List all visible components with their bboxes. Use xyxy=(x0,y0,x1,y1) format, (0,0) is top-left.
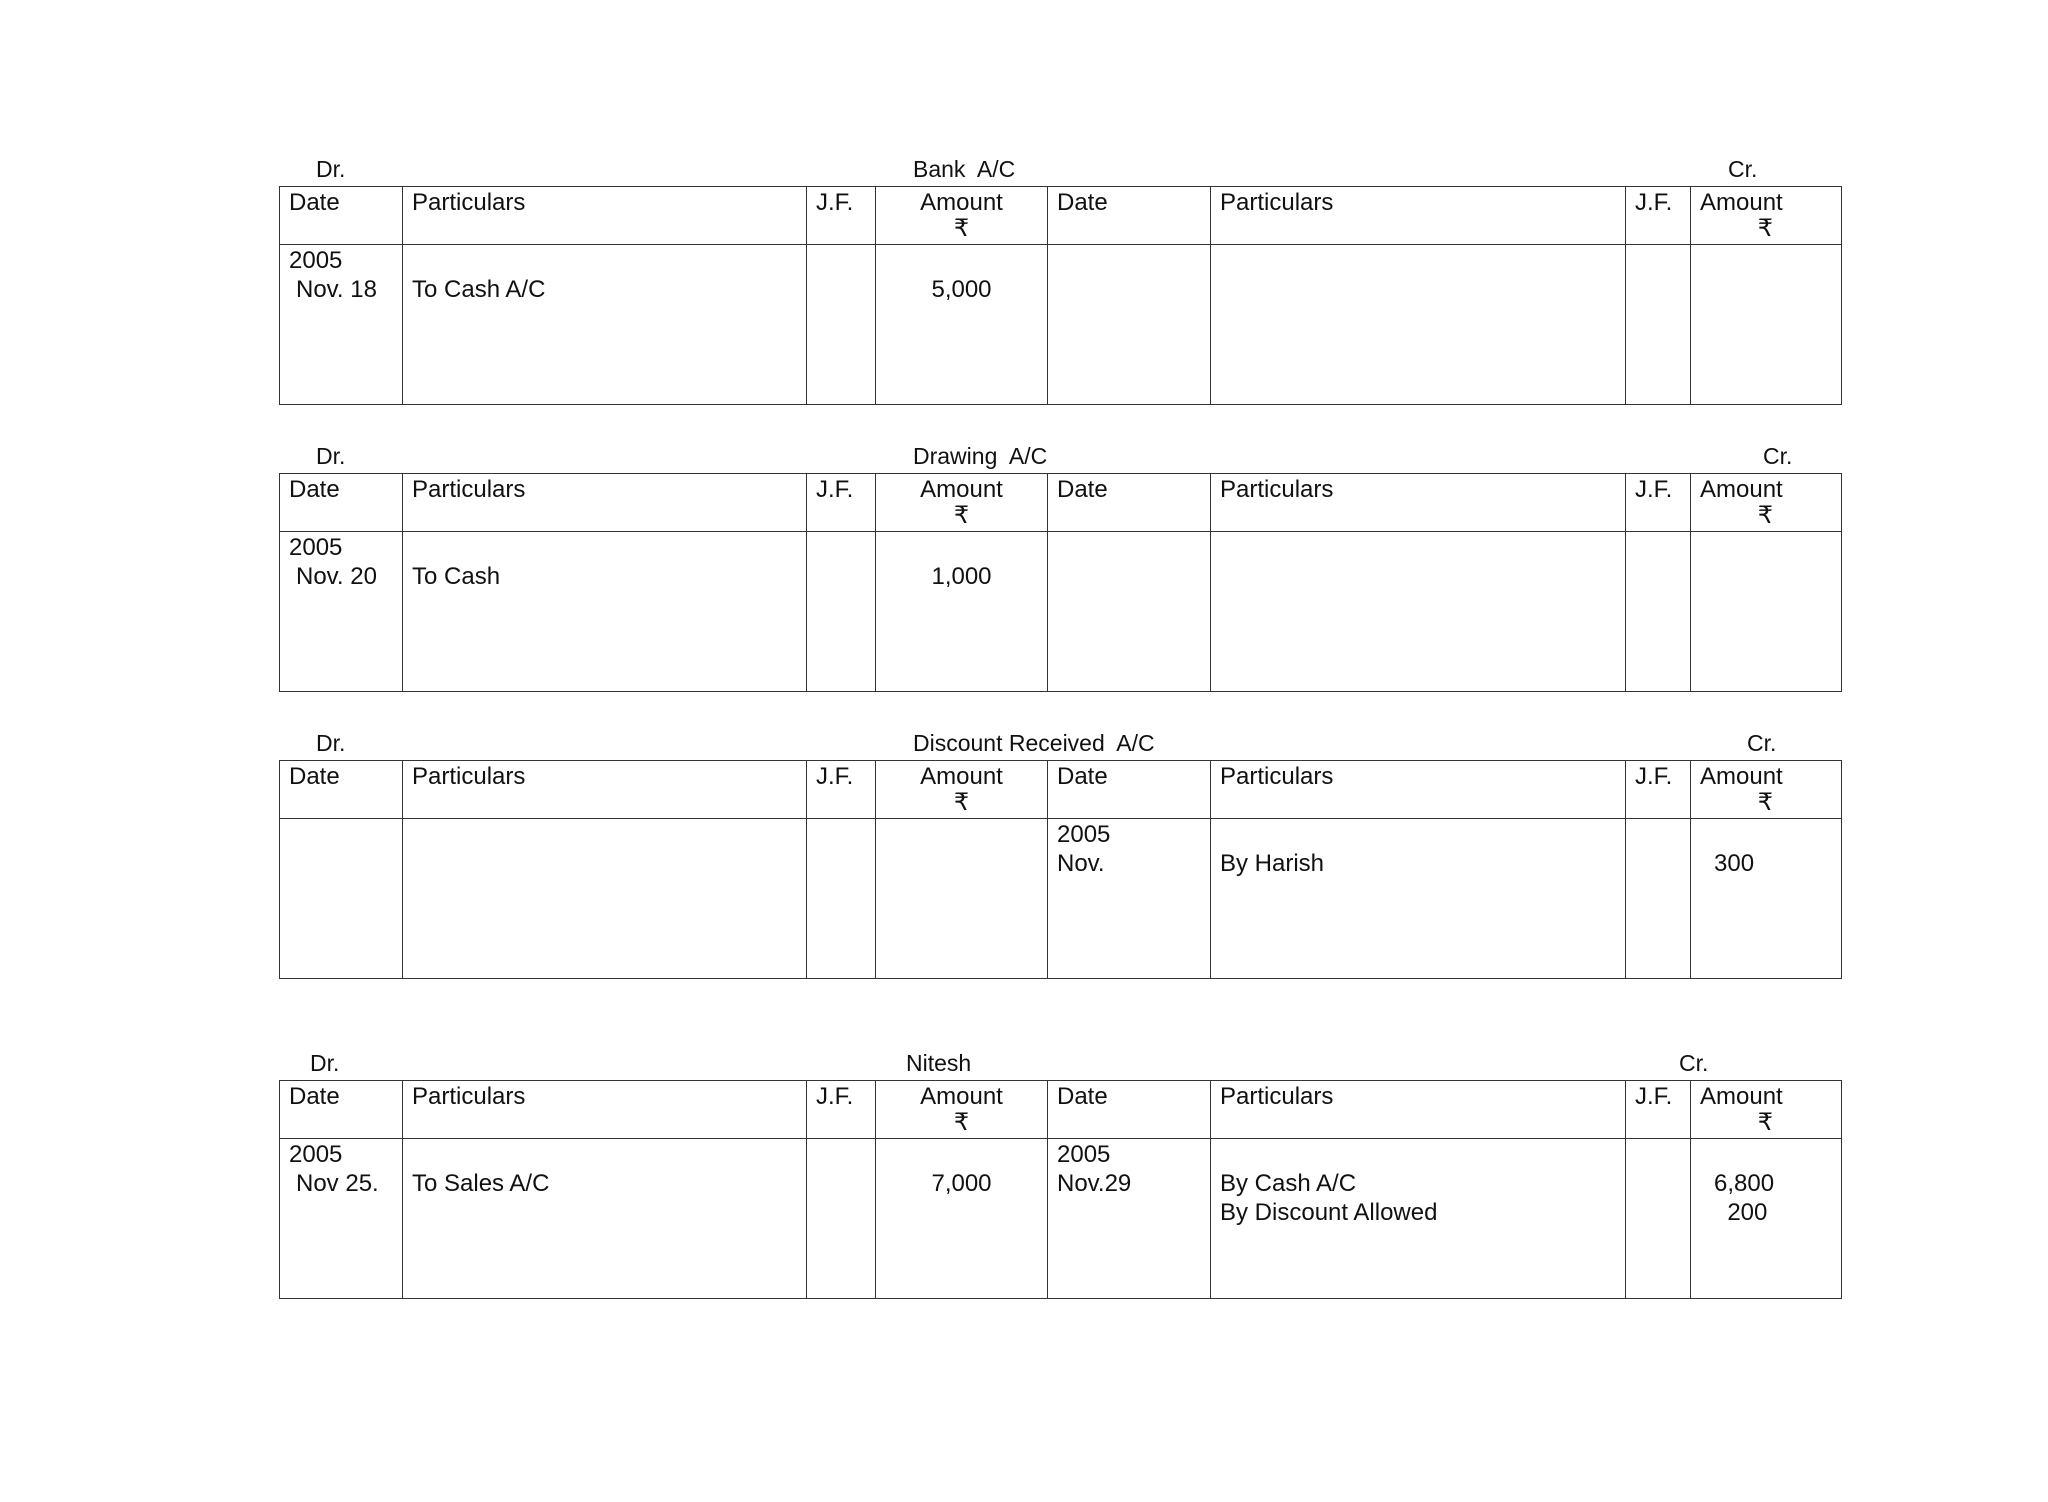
credit-particulars-cell xyxy=(1211,819,1626,979)
ledger-table xyxy=(279,760,1842,979)
debit-side-label: Dr. xyxy=(316,156,346,182)
ledger-heading xyxy=(279,1050,1841,1080)
ledger-title: Bank A/C xyxy=(913,156,1016,182)
credit-date: Nov. xyxy=(1057,850,1105,877)
debit-particulars: To Sales A/C xyxy=(412,1170,550,1197)
ledger-header-row xyxy=(280,474,1842,532)
debit-particulars-cell xyxy=(403,245,807,405)
debit-particulars: To Cash A/C xyxy=(412,276,546,303)
credit-particulars-line: By Cash A/C xyxy=(1220,1170,1357,1197)
ledger-header-row xyxy=(280,187,1842,245)
ledger-heading xyxy=(279,730,1841,760)
debit-side-label: Dr. xyxy=(310,1050,340,1076)
debit-date-cell xyxy=(280,532,403,692)
debit-date: Nov. 20 xyxy=(296,563,377,590)
rupee-symbol: ₹ xyxy=(953,215,970,242)
debit-amount xyxy=(876,819,1047,849)
credit-particulars-line: By Harish xyxy=(1220,850,1325,877)
ledger-heading xyxy=(279,443,1841,473)
debit-particulars-cell xyxy=(403,1139,807,1299)
rupee-symbol: ₹ xyxy=(1757,1109,1773,1136)
credit-jf-header: J.F. xyxy=(1626,1081,1691,1139)
ledger-account xyxy=(279,156,1841,405)
credit-date-cell xyxy=(1048,245,1211,405)
ledger-heading xyxy=(279,156,1841,186)
rupee-symbol: ₹ xyxy=(1757,215,1773,242)
debit-date-header: Date xyxy=(280,474,403,532)
credit-amount-line: 200 xyxy=(1714,1199,1768,1226)
ledger-header-row xyxy=(280,1081,1842,1139)
ledger-account xyxy=(279,730,1841,979)
credit-date-cell xyxy=(1048,819,1211,979)
ledger-table xyxy=(279,1080,1842,1299)
debit-particulars-header: Particulars xyxy=(403,1081,807,1139)
ledger-account xyxy=(279,443,1841,692)
rupee-symbol: ₹ xyxy=(1757,502,1773,529)
credit-particulars-cell xyxy=(1211,532,1626,692)
debit-particulars-header: Particulars xyxy=(403,761,807,819)
debit-particulars xyxy=(403,819,806,849)
debit-amount-header: Amount ₹ xyxy=(876,761,1048,819)
credit-amount-line: 6,800 xyxy=(1714,1170,1775,1197)
debit-amount-cell xyxy=(876,532,1048,692)
credit-side-label: Cr. xyxy=(1763,443,1793,469)
debit-particulars: To Cash xyxy=(412,563,501,590)
debit-jf-header: J.F. xyxy=(807,474,876,532)
debit-jf-cell xyxy=(807,245,876,405)
credit-amount-cell xyxy=(1691,532,1842,692)
credit-amount-cell xyxy=(1691,1139,1842,1299)
credit-particulars-cell xyxy=(1211,245,1626,405)
debit-amount: 5,000 xyxy=(931,276,992,303)
credit-particulars-line: By Discount Allowed xyxy=(1220,1199,1438,1226)
debit-date-cell xyxy=(280,245,403,405)
debit-side-label: Dr. xyxy=(316,443,346,469)
debit-particulars-header: Particulars xyxy=(403,474,807,532)
credit-particulars-header: Particulars xyxy=(1211,187,1626,245)
debit-amount-header: Amount ₹ xyxy=(876,187,1048,245)
credit-amount-cell xyxy=(1691,245,1842,405)
debit-amount: 1,000 xyxy=(931,563,992,590)
credit-jf-header: J.F. xyxy=(1626,761,1691,819)
credit-jf-cell xyxy=(1626,245,1691,405)
debit-date: Nov 25. xyxy=(296,1170,379,1197)
debit-date-header: Date xyxy=(280,761,403,819)
ledger-title: Discount Received A/C xyxy=(913,730,1155,756)
credit-side-label: Cr. xyxy=(1679,1050,1709,1076)
ledger-table xyxy=(279,186,1842,405)
ledger-title: Drawing A/C xyxy=(913,443,1048,469)
debit-amount-cell xyxy=(876,1139,1048,1299)
rupee-symbol: ₹ xyxy=(1757,789,1773,816)
credit-amount-header: Amount ₹ xyxy=(1691,474,1842,532)
credit-year: 2005 xyxy=(1057,821,1111,848)
debit-amount-header: Amount ₹ xyxy=(876,474,1048,532)
credit-jf-header: J.F. xyxy=(1626,187,1691,245)
credit-amount-header: Amount ₹ xyxy=(1691,1081,1842,1139)
credit-date-header: Date xyxy=(1048,474,1211,532)
credit-amount-cell xyxy=(1691,819,1842,979)
credit-date-header: Date xyxy=(1048,1081,1211,1139)
credit-year: 2005 xyxy=(1057,1141,1111,1168)
credit-date-header: Date xyxy=(1048,187,1211,245)
debit-side-label: Dr. xyxy=(316,730,346,756)
ledger-title: Nitesh xyxy=(906,1050,972,1076)
debit-amount: 7,000 xyxy=(931,1170,992,1197)
credit-particulars-header: Particulars xyxy=(1211,474,1626,532)
ledger-entry-row xyxy=(280,1139,1842,1299)
credit-jf-cell xyxy=(1626,532,1691,692)
debit-amount-cell xyxy=(876,245,1048,405)
ledger-entry-row xyxy=(280,245,1842,405)
debit-date-header: Date xyxy=(280,1081,403,1139)
debit-year: 2005 xyxy=(289,247,343,274)
debit-amount-header: Amount ₹ xyxy=(876,1081,1048,1139)
debit-amount-cell xyxy=(876,819,1048,979)
ledger-entry-row xyxy=(280,819,1842,979)
debit-jf-header: J.F. xyxy=(807,187,876,245)
credit-date-header: Date xyxy=(1048,761,1211,819)
credit-side-label: Cr. xyxy=(1747,730,1777,756)
debit-year: 2005 xyxy=(289,1141,343,1168)
debit-date-cell xyxy=(280,1139,403,1299)
debit-jf-cell xyxy=(807,532,876,692)
debit-jf-cell xyxy=(807,819,876,979)
debit-date: Nov. 18 xyxy=(296,276,377,303)
debit-particulars-cell xyxy=(403,532,807,692)
credit-amount-line: 300 xyxy=(1714,850,1755,877)
ledger-entry-row xyxy=(280,532,1842,692)
credit-jf-cell xyxy=(1626,819,1691,979)
debit-particulars-cell xyxy=(403,819,807,979)
credit-side-label: Cr. xyxy=(1728,156,1758,182)
debit-jf-header: J.F. xyxy=(807,761,876,819)
credit-particulars-header: Particulars xyxy=(1211,1081,1626,1139)
debit-jf-cell xyxy=(807,1139,876,1299)
ledger-account xyxy=(279,1050,1841,1299)
credit-date: Nov.29 xyxy=(1057,1170,1132,1197)
credit-particulars-cell xyxy=(1211,1139,1626,1299)
credit-amount-header: Amount ₹ xyxy=(1691,761,1842,819)
ledger-header-row xyxy=(280,761,1842,819)
debit-year: 2005 xyxy=(289,534,343,561)
credit-date-cell xyxy=(1048,532,1211,692)
credit-amount-header: Amount ₹ xyxy=(1691,187,1842,245)
rupee-symbol: ₹ xyxy=(953,502,970,529)
debit-date-cell xyxy=(280,819,403,979)
debit-particulars-header: Particulars xyxy=(403,187,807,245)
credit-date-cell xyxy=(1048,1139,1211,1299)
ledger-table xyxy=(279,473,1842,692)
rupee-symbol: ₹ xyxy=(953,789,970,816)
credit-jf-cell xyxy=(1626,1139,1691,1299)
debit-jf-header: J.F. xyxy=(807,1081,876,1139)
credit-particulars-header: Particulars xyxy=(1211,761,1626,819)
rupee-symbol: ₹ xyxy=(953,1109,970,1136)
credit-jf-header: J.F. xyxy=(1626,474,1691,532)
debit-date-header: Date xyxy=(280,187,403,245)
